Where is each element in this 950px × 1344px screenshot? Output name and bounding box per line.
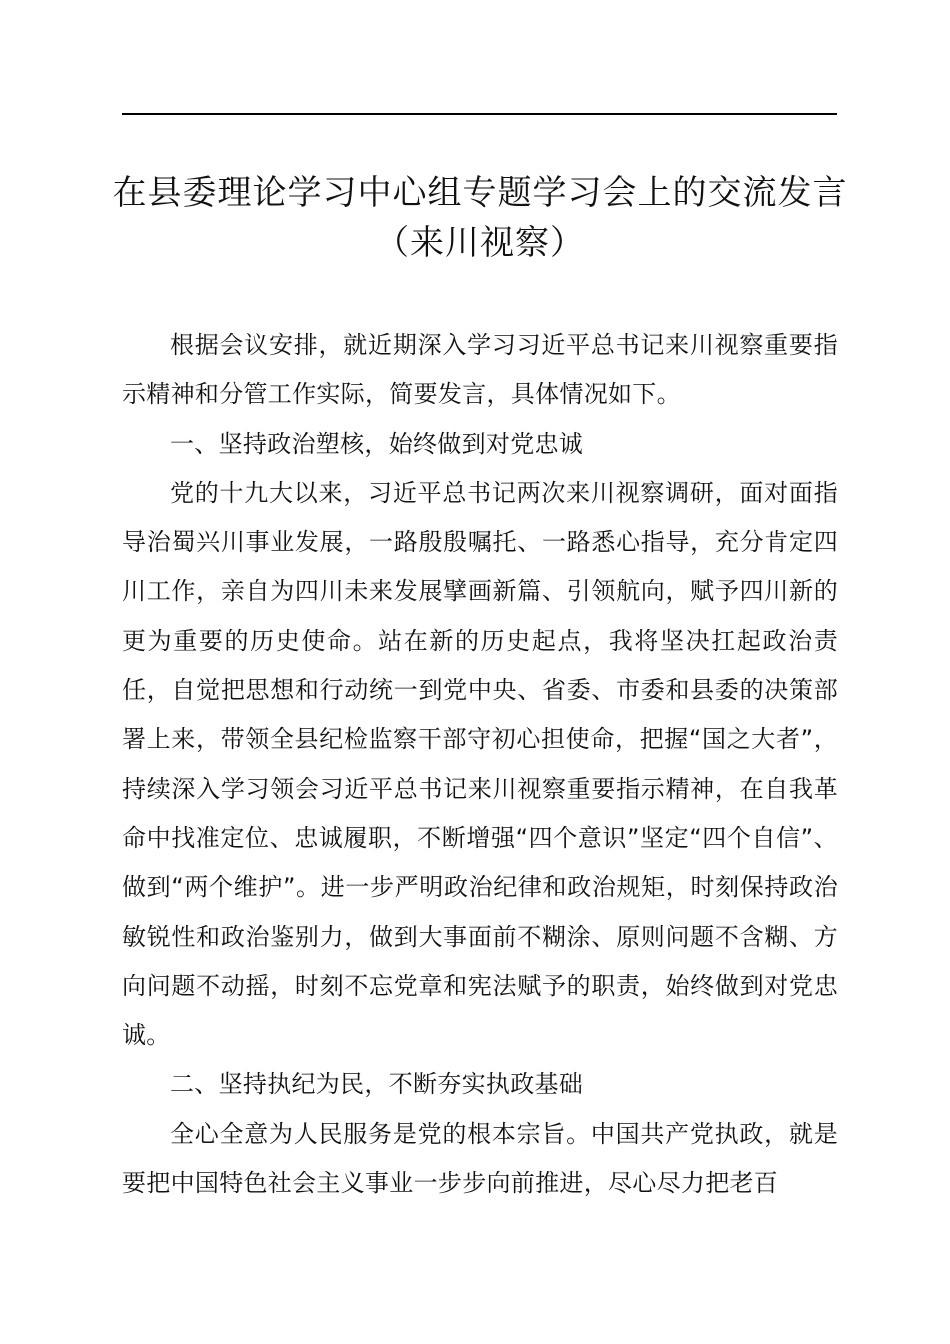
paragraph-intro: 根据会议安排，就近期深入学习习近平总书记来川视察重要指示精神和分管工作实际，简要发言，具体情况如下。 (122, 331, 838, 409)
header-rule (122, 113, 837, 115)
section-heading-2: 二、坚持执纪为民，不断夯实执政基础 (170, 1070, 584, 1099)
section-heading-1: 一、坚持政治塑核，始终做到对党忠诚 (170, 429, 584, 458)
document-body (122, 321, 838, 1208)
paragraph-section-2: 全心全意为人民服务是党的根本宗旨。中国共产党执政，就是要把中国特色社会主义事业一步步向前推进，尽心尽力把老百 (122, 1119, 838, 1198)
paragraph-section-1: 党的十九大以来，习近平总书记两次来川视察调研，面对面指导治蜀兴川事业发展，一路殷殷嘱托、一路悉心指导，充分肯定四川工作，亲自为四川未来发展擘画新篇、引领航向，赋予四川新的更为重要的历史使命。站在新的历史起点，我将坚决扛起政治责任，自觉把思想和行动统一到党中央、省委、市委和县委的决策部署上来，带领全县纪检监察干部守初心担使命，把握“国之大者”，持续深入学习领会习近平总书记来川视察重要指示精神，在自我革命中找准定位、忠诚履职，不断增强“四个意识”坚定“四个自信”、做到“两个维护”。进一步严明政治纪律和政治规矩，时刻保持政治敏锐性和政治鉴别力，做到大事面前不糊涂、原则问题不含糊、方向问题不动摇，时刻不忘党章和宪法赋予的职责，始终做到对党忠诚。 (122, 478, 838, 1050)
document-title: 在县委理论学习中心组专题学习会上的交流发言（来川视察） (112, 173, 848, 263)
